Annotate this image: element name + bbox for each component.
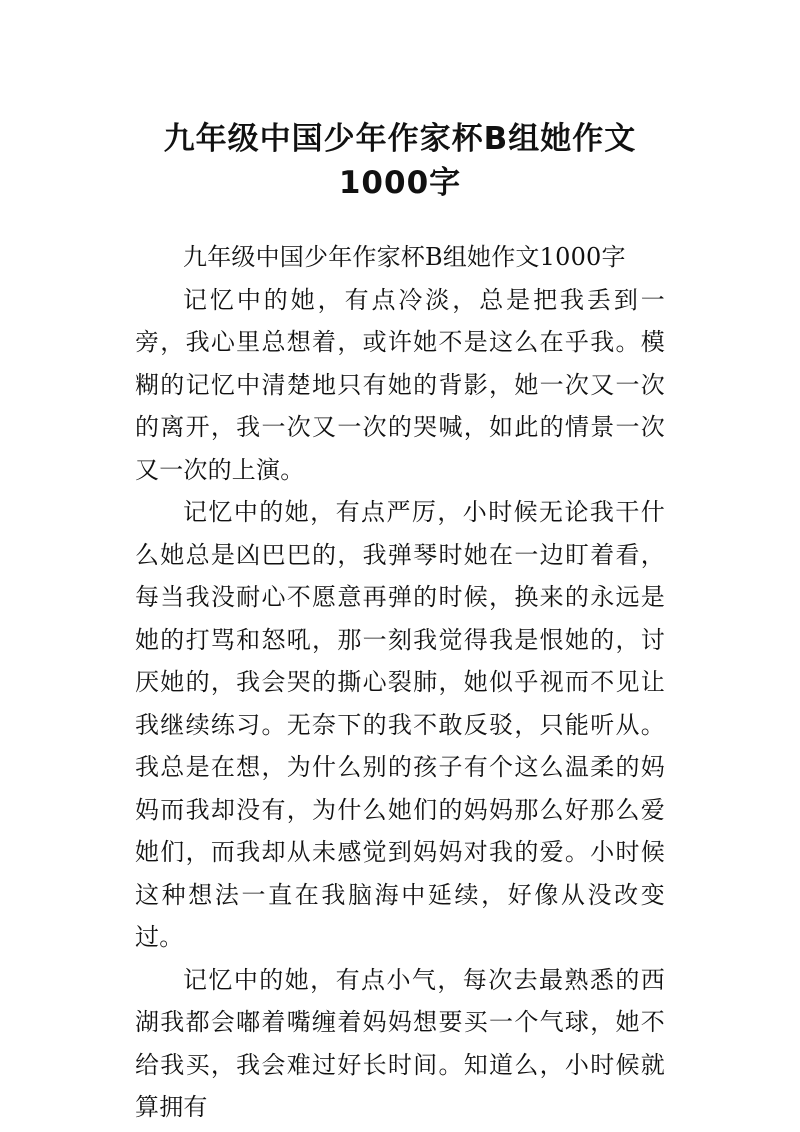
paragraph-subtitle: 九年级中国少年作家杯B组她作文1000字 bbox=[183, 243, 626, 271]
title-line-1: 九年级中国少年作家杯B组她作文 bbox=[163, 120, 637, 157]
title-line-2: 1000字 bbox=[338, 164, 462, 201]
document-body bbox=[135, 236, 665, 1129]
paragraph-3: 记忆中的她，有点小气，每次去最熟悉的西湖我都会嘟着嘴缠着妈妈想要买一个气球，她不给我买，我会难过好长时间。知道么，小时候就算拥有 bbox=[135, 965, 665, 1121]
paragraph-2: 记忆中的她，有点严厉，小时候无论我干什么她总是凶巴巴的，我弹琴时她在一边盯着看，每当我没耐心不愿意再弹的时候，换来的永远是她的打骂和怒吼，那一刻我觉得我是恨她的，讨厌她的，我会哭的撕心裂肺，她似乎视而不见让我继续练习。无奈下的我不敢反驳，只能听从。我总是在想，为什么别的孩子有个这么温柔的妈妈而我却没有，为什么她们的妈妈那么好那么爱她们，而我却从未感觉到妈妈对我的爱。小时候这种想法一直在我脑海中延续，好像从没改变过。 bbox=[135, 498, 665, 951]
document-title bbox=[100, 117, 700, 205]
paragraph-1: 记忆中的她，有点冷淡，总是把我丢到一旁，我心里总想着，或许她不是这么在乎我。模糊的记忆中清楚地只有她的背影，她一次又一次的离开，我一次又一次的哭喊，如此的情景一次又一次的上演。 bbox=[135, 285, 665, 484]
